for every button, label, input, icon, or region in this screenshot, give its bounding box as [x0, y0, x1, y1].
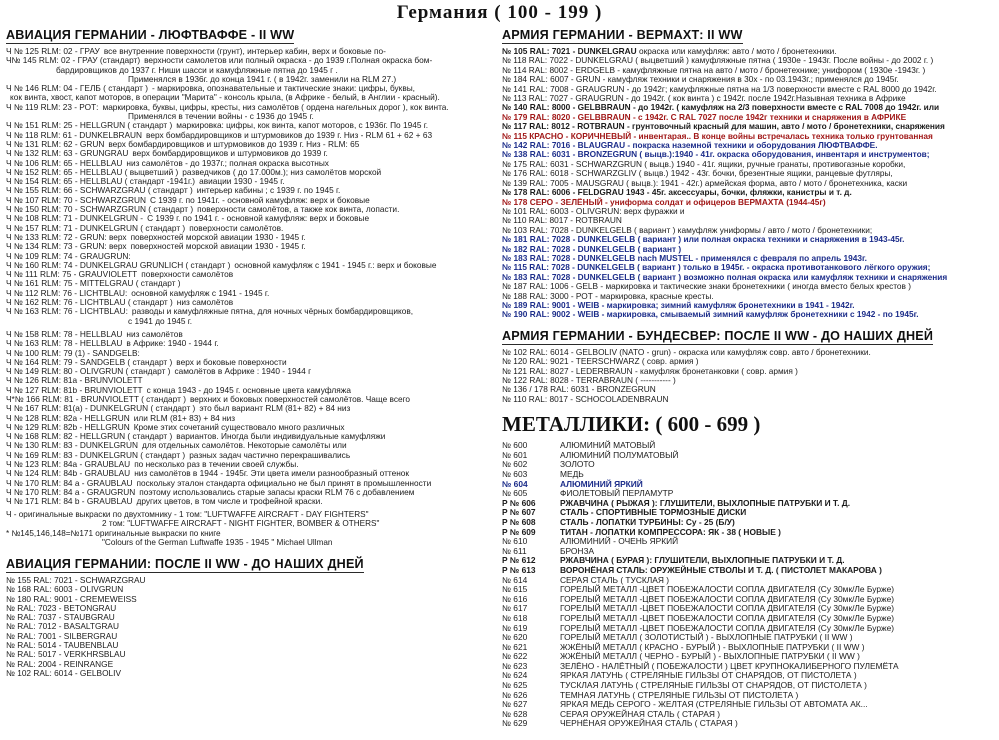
- item-code: Ч № 160 RLM: 74 - DUNKELGRAU GRUNLICH ( стандарт ): [6, 259, 231, 270]
- item-code: Ч № 169 RLM: 83 - DUNKELGRUN ( стандарт ): [6, 449, 186, 460]
- item-code: Ч № 164 RLM: 79 - SANDGELB ( стандарт ): [6, 356, 173, 367]
- item-code: № 168 RAL: 6003 - OLIVGRUN: [6, 584, 124, 595]
- item-code: Ч № 106 RLM: 65 - HELLBLAU: [6, 157, 123, 168]
- item-desc: ТЕМНАЯ ЛАТУНЬ ( СТРЕЛЯНЫЕ ГИЛЬЗЫ ОТ ПИСТОЛЕТА ): [560, 689, 799, 700]
- item-code: № 621: [502, 641, 528, 652]
- item-desc: вариантов. Иногда были индивидуальные камуфляжи: [176, 432, 386, 442]
- list-item: [502, 395, 996, 404]
- item-code: № 600: [502, 440, 528, 451]
- item-code: № 122 RAL: 8028 - TERRABRAUN ( ----------- ): [502, 375, 676, 385]
- item-code: № 626: [502, 689, 528, 700]
- item-desc: ТИТАН - ЛОПАТКИ КОМПРЕССОРА: ЯК - 38 ( НОВЫЕ ): [560, 526, 781, 537]
- spacer: [6, 548, 493, 555]
- item-desc: основной камуфляж с 1941 - 1945 г.: [131, 288, 270, 298]
- item-code: № 142 RAL: 7016 - BLAUGRAU - покраска наземной техники и оборудования ЛЮФТВАФФЕ.: [502, 140, 878, 151]
- list-item: [6, 317, 493, 326]
- item-desc: АЛЮМИНИЙ - ОЧЕНЬ ЯРКИЙ: [560, 536, 679, 547]
- item-code: № 138 RAL: 6031 - BRONZEGRUN ( выцв.):1940 - 41г. окраска оборудования, инвентаря и инструментов;: [502, 149, 930, 160]
- item-code: № 182 RAL: 7028 - DUNKELGELB ( вариант ): [502, 243, 682, 254]
- item-desc: это был вариант RLM (81+ 82) + 84 низ: [199, 404, 351, 414]
- item-desc: разных задач частично перекрашивались: [189, 450, 351, 460]
- item-desc: низ самолётов: [126, 329, 183, 339]
- item-desc: МЕДЬ: [560, 469, 584, 479]
- item-code: № RAL: 7023 - BETONGRAU: [6, 602, 117, 613]
- item-code: № 110 RAL: 8017 - ROTBRAUN: [502, 215, 622, 226]
- page-title: Германия ( 100 - 199 ): [396, 2, 603, 23]
- item-code: Р № 608: [502, 516, 536, 527]
- item-code: Ч № 132 RLM: 63 - GRUNGRAU: [6, 148, 129, 159]
- item-code: Ч № 125 RLM: 02 - ГРАУ: [6, 46, 100, 56]
- item-desc: ЯРКАЯ МЕДЬ СЕРОГО - ЖЕЛТАЯ (СТРЕЛЯНЫЕ ГИЛЬЗЫ ОТ АВТОМАТА АК...: [560, 699, 868, 710]
- item-desc: АЛЮМИНИЙ МАТОВЫЙ: [560, 440, 656, 451]
- item-desc: самолётов в Африке : 1940 - 1944 г: [174, 367, 312, 377]
- item-desc: разведчиков ( до 17.000м.); низ самолётов морской: [182, 167, 382, 177]
- item-code: Ч № 154 RLM: 65 - HELLBLAU ( стандарт -1941г.): [6, 176, 196, 187]
- item-desc: разводы и камуфляжные пятна, для ночных чёрных бомбардировщиков,: [131, 307, 414, 317]
- item-code: № 610: [502, 536, 528, 547]
- item-desc: РЖАВЧИНА ( РЫЖАЯ ): ГЛУШИТЕЛИ, ВЫХЛОПНЫЕ ПАТРУБКИ И Т. Д.: [560, 497, 851, 508]
- item-code: Ч № 123 RLM: 84a - GRAUBLAU: [6, 459, 131, 470]
- item-code: № 102 RAL: 6014 - GELBOLIV: [6, 667, 121, 678]
- item-desc: основной камуфляж с 1941 - 1945 г.: верх и боковые: [234, 260, 437, 270]
- item-code: № 615: [502, 584, 528, 595]
- bundeswehr-list: [502, 348, 996, 404]
- item-code: Ч № 163 RLM: 78 - HELLBLAU: [6, 338, 123, 349]
- item-desc: низ самолётов в 1944 - 1945г. Эти цвета имели разнообразный оттенок: [134, 469, 410, 479]
- item-code: № 601: [502, 449, 528, 460]
- item-desc: поверхностей морской авиации 1930 - 1945 г.: [130, 242, 306, 252]
- item-code: № 183 RAL: 7028 - DUNKELGELB ( вариант ) возможно полная окраска или камуфляж техники и снаряжения: [502, 271, 948, 282]
- item-code: Ч № 100 RLM: 79 (1) - SANDGELB:: [6, 347, 140, 358]
- footnotes: [6, 510, 493, 548]
- item-code: № 618: [502, 612, 528, 623]
- item-code: Ч № 131 RLM: 62 - GRUN: [6, 138, 105, 149]
- item-desc: бардировщиков до 1937 г. Ниши шасси и камуфляжные пятна до 1945 г .: [56, 65, 338, 75]
- item-desc: ЖЖЁНЫЙ МЕТАЛЛ ( КРАСНО - БУРЫЙ ) - ВЫХЛОПНЫЕ ПАТРУБКИ ( II WW ): [560, 641, 865, 652]
- item-code: № 114 RAL: 8002 - ERDGELB - камуфляжные пятна на авто / мото / бронетехнике; унифором ( 1930е -1943г. ): [502, 64, 926, 75]
- item-code: № 179 RAL: 8020 - GELBBRAUN - с 1942г. С RAL 7027 после 1942г техники и снаряжения в АФРИКЕ: [502, 111, 907, 122]
- item-desc: маркировка: цифры, кок винта, капот моторов, с 1936г. По 1945 г.: [176, 121, 429, 131]
- item-code: Р № 609: [502, 526, 536, 537]
- item-code: Ч № 124 RLM: 84b - GRAUBLAU: [6, 468, 131, 479]
- item-code: № 619: [502, 622, 528, 633]
- left-column: [6, 26, 493, 678]
- item-code: № 627: [502, 699, 528, 710]
- footnote-line: "Colours of the German Luftwaffe 1935 - 1945 " Michael Ullman: [102, 538, 333, 548]
- item-desc: поверхности самолётов, а также кок винта, лопасти.: [197, 205, 400, 215]
- item-code: № 620: [502, 632, 528, 643]
- item-desc: ГОРЕЛЫЙ МЕТАЛЛ ( ЗОЛОТИСТЫЙ ) - ВЫХЛОПНЫЕ ПАТРУБКИ ( II WW ): [560, 632, 853, 643]
- item-code: № 617: [502, 603, 528, 614]
- list-item: [502, 719, 996, 729]
- item-desc: ГОРЕЛЫЙ МЕТАЛЛ -ЦВЕТ ПОБЕЖАЛОСТИ СОПЛА ДВИГАТЕЛЯ (Су 30мк/Ле Бурже): [560, 584, 895, 595]
- item-code: № 190 RAL: 9002 - WEIB - маркировка, смываемый зимний камуфляж бронетехники с 1942 - по 1945г.: [502, 309, 919, 320]
- item-code: № 628: [502, 708, 528, 719]
- item-desc: ВОРОНЁНАЯ СТАЛЬ: ОРУЖЕЙНЫЕ СТВОЛЫ И Т. Д. ( ПИСТОЛЕТ МАКАРОВА ): [560, 564, 882, 575]
- item-code: Р № 606: [502, 497, 536, 508]
- item-desc: РЖАВЧИНА ( БУРАЯ ): ГЛУШИТЕЛИ, ВЫХЛОПНЫЕ ПАТРУБКИ И Т. Д.: [560, 555, 845, 566]
- item-code: Ч № 157 RLM: 71 - DUNKELGRUN ( стандарт ): [6, 222, 186, 233]
- item-code: № 178 СЕРО - ЗЕЛЁНЫЙ - униформа солдат и офицеров ВЕРМАХТА (1944-45г): [502, 196, 826, 207]
- item-code: № 115 КРАСНО - КОРИЧНЕВЫЙ - инвентарая.. В конце войны встречалась техника только грунтованная: [502, 130, 933, 141]
- item-code: Ч № 146 RLM: 04 - ГЕЛБ ( стандарт ): [6, 83, 149, 94]
- item-code: Ч № 129 RLM: 82b - HELLGRUN: [6, 421, 130, 432]
- item-code: № 175 RAL: 6031 - SCHWARZGRUN ( выцв.) 1940 - 41г. ящики, ручные гранаты, противогазные коробки,: [502, 158, 906, 169]
- left-section2-heading: АВИАЦИЯ ГЕРМАНИИ: ПОСЛЕ II WW - ДО НАШИХ ДНЕЙ: [6, 556, 364, 571]
- right-column: [502, 26, 996, 729]
- item-code: № 622: [502, 651, 528, 662]
- item-desc: поэтому использовались старые запасы краски RLM 76 с добавлением: [139, 487, 415, 497]
- item-desc: других цветов, в том числе и трофейной краски.: [136, 497, 323, 507]
- list-item: [6, 497, 493, 506]
- item-code: № 189 RAL: 9001 - WEIB - маркировка; зимний камуфляж бронетехники в 1941 - 1942г.: [502, 299, 855, 310]
- item-desc: верх бомбардировщиков и штурмовиков до 1939 г.: [132, 149, 328, 159]
- item-code: Р № 613: [502, 564, 536, 575]
- item-desc: ЖЖЁНЫЙ МЕТАЛЛ ( ЧЕРНО - БУРЫЙ ) - ВЫХЛОПНЫЕ ПАТРУБКИ ( II WW ): [560, 651, 860, 662]
- item-desc: АЛЮМИНИЙ ЯРКИЙ: [560, 478, 643, 489]
- item-desc: или RLM (81+ 83) + 84 низ: [133, 413, 236, 423]
- metallics-heading: МЕТАЛЛИКИ: ( 600 - 699 ): [502, 412, 761, 437]
- right-section1-heading: АРМИЯ ГЕРМАНИИ - ВЕРМАХТ: II WW: [502, 28, 743, 42]
- item-code: Р № 612: [502, 555, 536, 566]
- item-code: Ч № 158 RLM: 78 - HELLBLAU: [6, 328, 123, 339]
- item-code: Ч № 162 RLM: 76 - LICHTBLAU ( стандарт ): [6, 297, 173, 308]
- item-desc: интерьер кабины ; с 1939 г. по 1945 г.: [196, 186, 341, 196]
- item-code: № 629: [502, 718, 528, 729]
- item-code: № 103 RAL: 7028 - DUNKELGELB ( вариант ) камуфляж униформы / авто / мото / бронетехники;: [502, 224, 873, 235]
- item-desc: Применялся в 1936г. до конца 1941 г. ( в 1942г. заменили на RLM 27.): [128, 74, 397, 84]
- item-desc: ТУСКЛАЯ ЛАТУНЬ ( СТРЕЛЯНЫЕ ГИЛЬЗЫ ОТ СНАРЯДОВ, ОТ ПИСТОЛЕТА ): [560, 680, 867, 691]
- footnote-line: Ч - оригинальные выкраски по двухтомнику - 1 том: "LUFTWAFFE AIRCRAFT - DAY FIGHTERS": [6, 509, 369, 519]
- item-code: № RAL: 7012 - BASALTGRAU: [6, 621, 119, 632]
- item-desc: СЕРАЯ СТАЛЬ ( ТУСКЛАЯ ): [560, 574, 670, 585]
- item-code: Ч № 127 RLM: 81b - BRUNVIOLETT: [6, 384, 143, 395]
- item-desc: по несколько раз в течении своей службы.: [134, 460, 299, 470]
- item-code: № 115 RAL: 7028 - DUNKELGELB ( вариант ) только в 1945г. - окраска противотанкового лёгкого оружия;: [502, 262, 931, 273]
- item-code: № 624: [502, 670, 528, 681]
- item-code: № 118 RAL: 7022 - DUNKELGRAU ( выцветший ): [502, 55, 689, 66]
- item-code: Ч № 118 RLM: 61 - DUNKELBRAUN: [6, 129, 143, 140]
- list-item: [502, 310, 996, 319]
- item-code: № 120 RAL: 9021 - TEERSCHWARZ ( совр. армия ): [502, 356, 699, 367]
- item-code: Ч № 171 RLM: 84 b - GRAUBLAU: [6, 496, 133, 507]
- list-item: [6, 66, 493, 75]
- item-code: Ч№ 145 RLM: 02 - ГРАУ (стандарт): [6, 55, 141, 66]
- item-desc: - маркировка, опознавательные и тактические знаки: цифры, буквы,: [152, 84, 415, 94]
- item-code: Ч № 150 RLM: 70 - SCHWARZGRUN ( стандарт ): [6, 204, 194, 215]
- item-desc: ГОРЕЛЫЙ МЕТАЛЛ -ЦВЕТ ПОБЕЖАЛОСТИ СОПЛА ДВИГАТЕЛЯ (Су 30мк/Ле Бурже): [560, 603, 895, 614]
- left-section1-heading: АВИАЦИЯ ГЕРМАНИИ - ЛЮФТВАФФЕ - II WW: [6, 28, 295, 42]
- item-code: № 141 RAL: 7008 - GRAUGRUN - до 1942г; камуфляжные пятна на 1/3 поверхности вместе с RAL 8000 до 1942г.: [502, 83, 937, 94]
- item-code: № 113 RAL: 7027 - GRAUGRUN - до 1942г. ( кок винта ) с 1942г. после 1942г.Назывная техника в Африке: [502, 93, 906, 104]
- item-code: № 101 RAL: 6003 - OLIVGRUN: верх фуражки и: [502, 205, 685, 216]
- item-code: № 105 RAL: 7021 - DUNKELGRAU: [502, 46, 637, 56]
- item-code: № RAL: 5017 - VERKHRSBLAU: [6, 649, 126, 660]
- item-code: № 604: [502, 478, 528, 489]
- spacer: [502, 320, 996, 327]
- wehrmacht-list: [502, 47, 996, 320]
- item-desc: СТАЛЬ - СПОРТИВНЫЕ ТОРМОЗНЫЕ ДИСКИ: [560, 507, 747, 518]
- item-desc: С 1939 г. по 1941г. - основной камуфляж: верх и боковые: [149, 195, 370, 205]
- item-code: Ч № 170 RLM: 84 a - GRAUGRUN: [6, 486, 136, 497]
- item-code: Ч № 161 RLM: 75 - MITTELGRAU ( стандарт ): [6, 278, 181, 289]
- item-code: № 136 / 178 RAL: 6031 - BRONZEGRUN: [502, 384, 656, 395]
- item-code: № 117 RAL: 8012 - ROTBRAUN - грунтовочный красный для машин, авто / мото / бронетехники, снаряжения: [502, 121, 945, 132]
- item-code: Ч № 133 RLM: 72 - GRUN: верх: [6, 231, 127, 242]
- item-desc: маркировка, буквы, цифры, кресты, низ самолётов ( ордена нагельных дорог ), кок винта.: [102, 102, 449, 112]
- item-code: № 605: [502, 488, 528, 499]
- item-code: № 176 RAL: 6018 - SCHWARZGLIV ( выцв.) 1942 - 43г. бочки, брезентные ящики, ранцевые футляры,: [502, 168, 893, 179]
- item-desc: с конца 1943 - до 1945 г. основные цвета камуфляжа: [146, 385, 351, 395]
- item-desc: ГОРЕЛЫЙ МЕТАЛЛ -ЦВЕТ ПОБЕЖАЛОСТИ СОПЛА ДВИГАТЕЛЯ (Су 30мк/Ле Бурже): [560, 612, 895, 623]
- item-code: № 181 RAL: 7028 - DUNKELGELB ( вариант ) или полная окраска техники и снаряжения в 1943-45г.: [502, 234, 905, 245]
- item-code: Ч № 119 RLM: 23 - РОТ:: [6, 101, 99, 112]
- item-desc: поверхности самолётов.: [189, 223, 284, 233]
- item-code: Ч № 167 RLM: 81(a) - DUNKELGRUN ( стандарт ): [6, 403, 196, 414]
- item-code: Ч № 107 RLM: 70 - SCHWARZGRUN: [6, 194, 146, 205]
- item-code: Ч № 168 RLM: 82 - HELLGRUN ( стандарт ): [6, 431, 173, 442]
- item-desc: все внутренние поверхности (грунт), интерьер кабин, верх и боковые по-: [103, 47, 386, 56]
- item-code: № 614: [502, 574, 528, 585]
- item-code: № 183 RAL: 7028 - DUNKELGELB nach MUSTEL - применялся с февраля по апрель 1943г.: [502, 252, 867, 263]
- item-code: Ч № 149 RLM: 80 - OLIVGRUN ( стандарт ): [6, 366, 171, 377]
- item-code: № RAL: 7001 - SILBERGRAU: [6, 630, 118, 641]
- item-code: Ч № 128 RLM: 82a - HELLGRUN: [6, 412, 130, 423]
- item-desc: верх бомбардировщиков и штурмовиков до 1939 г. Низ - RLM 61 + 62 + 63: [146, 130, 433, 140]
- item-desc: С 1939 г. по 1941 г. - основной камуфляж: верх и боковые: [147, 214, 370, 224]
- item-desc: СЕРАЯ ОРУЖЕЙНАЯ СТАЛЬ ( СТАРАЯ ): [560, 708, 720, 719]
- item-code: № 184 RAL: 6007 - GRUN - камуфляж техники и снаряжения в 30х - по 03.1943г.; применялся до 1945г.: [502, 74, 899, 85]
- item-code: Р № 607: [502, 507, 536, 518]
- item-code: № 602: [502, 459, 528, 470]
- item-code: Ч № 155 RLM: 66 - SCHWARZGRAU ( стандарт ): [6, 185, 193, 196]
- item-code: Ч*№ 166 RLM: 81 - BRUNVIOLETT ( стандарт ): [6, 393, 186, 404]
- item-code: № RAL: 5014 - TAUBENBLAU: [6, 640, 119, 650]
- item-code: Ч № 108 RLM: 71 - DUNKELGRUN -: [6, 213, 144, 224]
- item-code: № 155 RAL: 7021 - SCHWARZGRAU: [6, 574, 146, 585]
- list-item: [6, 669, 493, 678]
- item-desc: для отдельных самолётов. Некоторые самолёты или: [142, 441, 347, 451]
- footnote-line: * №145,146,148=№171 оригинальные выкраски по книге: [6, 528, 221, 538]
- right-section2-heading: АРМИЯ ГЕРМАНИИ - БУНДЕСВЕР: ПОСЛЕ II WW - ДО НАШИХ ДНЕЙ: [502, 328, 934, 343]
- item-code: № RAL: 7037 - STAUBGRAU: [6, 612, 115, 623]
- item-code: Ч № 130 RLM: 83 - DUNKELGRUN: [6, 440, 139, 451]
- item-code: № 603: [502, 469, 528, 479]
- item-code: № 187 RAL: 1006 - GELB - маркировка и тактические знаки бронетехники ( иногда вместо белых крестов ): [502, 281, 912, 292]
- item-desc: ГОРЕЛЫЙ МЕТАЛЛ -ЦВЕТ ПОБЕЖАЛОСТИ СОПЛА ДВИГАТЕЛЯ (Су 30мк/Ле Бурже): [560, 593, 895, 604]
- item-desc: в Африке: 1940 - 1944 г.: [126, 339, 219, 349]
- item-code: № 180 RAL: 9001 - CREMEWEISS: [6, 593, 137, 604]
- item-desc: Кроме этих сочетаний существовало много различных: [133, 422, 345, 432]
- item-desc: АЛЮМИНИЙ ПОЛУМАТОВЫЙ: [560, 449, 679, 460]
- item-desc: верхних и боковых поверхностей самолётов. Чаще всего: [189, 394, 411, 404]
- item-code: Ч № 109 RLM: 74 - GRAUGRUN:: [6, 250, 131, 261]
- item-code: № 623: [502, 660, 528, 671]
- footnote-line: 2 том: "LUFTWAFFE AIRCRAFT - NIGHT FIGHTER, BOMBER & OTHERS": [102, 519, 380, 529]
- item-desc: с 1941 до 1945 г.: [128, 316, 193, 326]
- list-item: [6, 307, 493, 316]
- item-code: Ч № 170 RLM: 84 a - GRAUBLAU: [6, 477, 133, 488]
- list-item: [6, 56, 493, 65]
- item-desc: БРОНЗА: [560, 545, 595, 556]
- item-desc: верхности самолетов или полный окраска - до 1939 г.Полная окраска бом-: [144, 56, 433, 66]
- item-desc: ГОРЕЛЫЙ МЕТАЛЛ -ЦВЕТ ПОБЕЖАЛОСТИ СОПЛА ДВИГАТЕЛЯ (Су 30мк/Ле Бурже): [560, 622, 895, 633]
- list-item: [6, 84, 493, 93]
- item-code: № 139 RAL: 7005 - MAUSGRAU ( выцв.): 1941 - 42г.) армейская форма, авто / мото / бронетехника, каски: [502, 177, 908, 188]
- item-desc: ЗЕЛЁНО - НАЛЁТНЫЙ ( ПОБЕЖАЛОСТИ ) ЦВЕТ КРУПНОКАЛИБЕРНОГО ПУЛЕМЁТА: [560, 660, 899, 671]
- item-code: № 110 RAL: 8017 - SCHOCOLADENBRAUN: [502, 393, 669, 404]
- item-desc: окраска или камуфляж: авто / мото / бронетехники.: [638, 46, 837, 56]
- item-desc: поверхности самолётов: [141, 270, 234, 280]
- item-desc: ЯРКАЯ ЛАТУНЬ ( СТРЕЛЯНЫЕ ГИЛЬЗЫ ОТ СНАРЯДОВ, ОТ ПИСТОЛЕТА ): [560, 670, 857, 681]
- item-code: № 625: [502, 680, 528, 691]
- item-code: Ч № 134 RLM: 73 - GRUN: верх: [6, 241, 127, 252]
- item-code: Ч № 163 RLM: 76 - LICHTBLAU:: [6, 306, 128, 317]
- item-desc: поскольку эталон стандарта официально не был принят в промышленности: [136, 478, 432, 488]
- item-code: № 616: [502, 593, 528, 604]
- item-code: Ч № 126 RLM: 81a - BRUNVIOLETT: [6, 375, 143, 386]
- item-desc: ФИОЛЕТОВЫЙ ПЕРЛАМУТР: [560, 488, 674, 499]
- item-code: Ч № 112 RLM: 76 - LICHTBLAU:: [6, 287, 128, 298]
- item-code: № 102 RAL: 6014 - GELBOLIV (NATO - grun) - окраска или камуфляж совр. авто / бронетехники.: [502, 346, 871, 357]
- metallics-list: [502, 441, 996, 729]
- item-desc: Применялся в течении войны - с 1936 до 1945 г.: [128, 112, 314, 122]
- item-code: № RAL: 2004 - REINRANGE: [6, 658, 114, 669]
- postwar-aviation-list: [6, 576, 493, 678]
- item-desc: верх бомбардировщиков и штурмовиков до 1939 г. Низ - RLM: 65: [108, 139, 360, 149]
- item-desc: кок винта, хвост, капот моторов, в операции "Марита" - консоль крыла, (в Африке - белый, в Англии - красный).: [10, 93, 440, 103]
- item-desc: ЧЕРНЁНАЯ ОРУЖЕЙНАЯ СТАЛЬ ( СТАРАЯ ): [560, 718, 738, 729]
- item-code: Ч № 111 RLM: 75 - GRAUVIOLETT: [6, 269, 138, 280]
- item-code: № 140 RAL: 8000 - GELBBRAUN - до 1942г. ( камуфляж на 2/3 поверхности вместе с RAL 7008 до 1942г. или: [502, 102, 940, 113]
- item-desc: авиации 1930 - 1945 г.: [199, 177, 285, 187]
- list-item: [6, 103, 493, 112]
- item-desc: СТАЛЬ - ЛОПАТКИ ТУРБИНЫ: Су - 25 (Б/У): [560, 516, 735, 527]
- item-code: Ч № 151 RLM: 25 - HELLGRUN ( стандарт ): [6, 120, 173, 131]
- item-desc: верх и боковые поверхности: [176, 357, 287, 367]
- item-desc: низ самолётов: [176, 298, 234, 308]
- item-code: № 611: [502, 545, 527, 556]
- item-desc: поверхностей морской авиации 1930 - 1945 г.: [130, 232, 306, 242]
- item-desc: ЗОЛОТО: [560, 459, 595, 470]
- item-desc: низ самолётов - до 1937г.; полная окраска высотных: [126, 158, 329, 168]
- item-desc: камуфляжные пятна ( 1930е - 1943г. После войны - до 2002 г. ): [691, 55, 934, 66]
- item-code: № 188 RAL: 3000 - РОТ - маркировка, красные кресты.: [502, 290, 714, 301]
- item-code: Ч № 152 RLM: 65 - HELLBLAU ( выцветший ): [6, 166, 179, 177]
- item-code: № 178 RAL: 6006 - FELDGRAU 1943 - 45г. аксессуары, бочки, фляжки, канистры и т. д.: [502, 187, 852, 198]
- luftwaffe-list: [6, 47, 493, 507]
- item-code: № 121 RAL: 8027 - LEDERBRAUN - камуфляж бронетанковки ( совр. армия ): [502, 365, 798, 376]
